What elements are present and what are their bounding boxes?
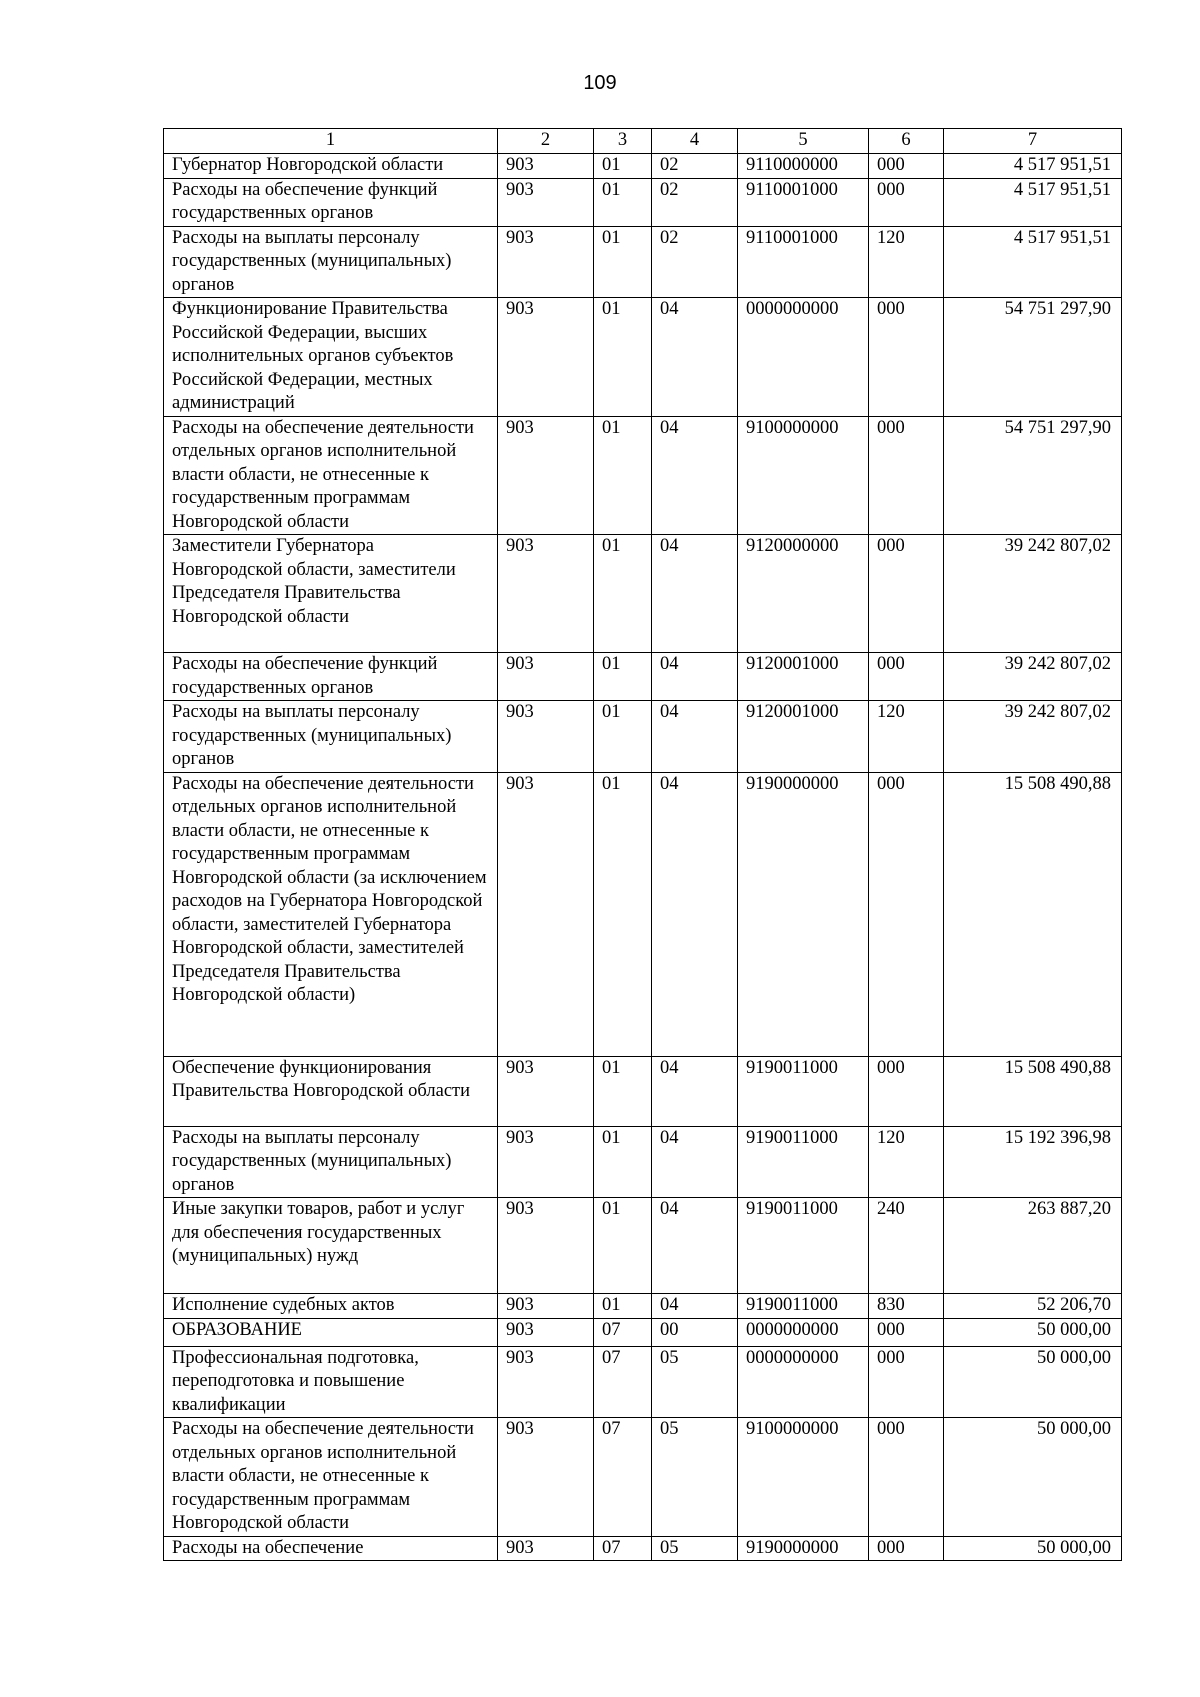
column-header: 7 xyxy=(944,129,1122,154)
table-row xyxy=(164,298,1122,417)
row-amount-cell: 15 192 396,98 xyxy=(944,1126,1122,1198)
row-code-cell: 903 xyxy=(498,535,594,653)
row-type-cell: 000 xyxy=(869,298,944,417)
row-section-cell: 01 xyxy=(594,535,652,653)
row-name-cell: Расходы на выплаты персоналу государственных (муниципальных) органов xyxy=(164,701,498,773)
table-row xyxy=(164,1318,1122,1346)
row-subsection-cell: 04 xyxy=(652,1056,738,1126)
row-subsection-cell: 04 xyxy=(652,772,738,1056)
row-amount-cell: 4 517 951,51 xyxy=(944,178,1122,226)
row-type-cell: 000 xyxy=(869,1418,944,1537)
row-target-cell: 9110001000 xyxy=(738,226,869,298)
row-subsection-cell: 04 xyxy=(652,535,738,653)
row-section-cell: 01 xyxy=(594,226,652,298)
row-name-cell: Расходы на обеспечение деятельности отдельных органов исполнительной власти области, не отнесенные к государственным программам Новгородской области (за исключением расходов на Губернатора Новгородской области, заместителей Губернатора Новгородской области, заместителей Председателя Правительства Новгородской области) xyxy=(164,772,498,1056)
table-row xyxy=(164,154,1122,179)
row-type-cell: 830 xyxy=(869,1294,944,1319)
row-name-cell: Расходы на обеспечение деятельности отдельных органов исполнительной власти области, не отнесенные к государственным программам Новгородской области xyxy=(164,416,498,535)
row-code-cell: 903 xyxy=(498,653,594,701)
row-amount-cell: 50 000,00 xyxy=(944,1536,1122,1561)
row-target-cell: 0000000000 xyxy=(738,1318,869,1346)
row-subsection-cell: 04 xyxy=(652,701,738,773)
row-target-cell: 9190000000 xyxy=(738,772,869,1056)
row-section-cell: 01 xyxy=(594,1294,652,1319)
row-target-cell: 9190011000 xyxy=(738,1294,869,1319)
row-amount-cell: 54 751 297,90 xyxy=(944,416,1122,535)
row-type-cell: 120 xyxy=(869,1126,944,1198)
row-type-cell: 240 xyxy=(869,1198,944,1294)
row-target-cell: 9100000000 xyxy=(738,1418,869,1537)
row-subsection-cell: 04 xyxy=(652,653,738,701)
row-target-cell: 0000000000 xyxy=(738,298,869,417)
row-subsection-cell: 04 xyxy=(652,416,738,535)
table-row xyxy=(164,1198,1122,1294)
row-amount-cell: 263 887,20 xyxy=(944,1198,1122,1294)
table-row xyxy=(164,653,1122,701)
row-subsection-cell: 04 xyxy=(652,1294,738,1319)
row-code-cell: 903 xyxy=(498,226,594,298)
row-code-cell: 903 xyxy=(498,154,594,179)
row-type-cell: 120 xyxy=(869,701,944,773)
table-row xyxy=(164,1126,1122,1198)
row-amount-cell: 39 242 807,02 xyxy=(944,653,1122,701)
row-target-cell: 9190000000 xyxy=(738,1536,869,1561)
table-row xyxy=(164,1294,1122,1319)
row-code-cell: 903 xyxy=(498,416,594,535)
page-number: 109 xyxy=(583,72,617,94)
table-row xyxy=(164,416,1122,535)
row-name-cell: Исполнение судебных актов xyxy=(164,1294,498,1319)
row-type-cell: 000 xyxy=(869,416,944,535)
row-type-cell: 120 xyxy=(869,226,944,298)
row-amount-cell: 52 206,70 xyxy=(944,1294,1122,1319)
row-target-cell: 9120000000 xyxy=(738,535,869,653)
table-row xyxy=(164,1346,1122,1418)
row-amount-cell: 4 517 951,51 xyxy=(944,154,1122,179)
row-subsection-cell: 05 xyxy=(652,1536,738,1561)
row-name-cell: Расходы на выплаты персоналу государственных (муниципальных) органов xyxy=(164,1126,498,1198)
table-row xyxy=(164,535,1122,653)
table-row xyxy=(164,772,1122,1056)
row-name-cell: Расходы на обеспечение xyxy=(164,1536,498,1561)
row-section-cell: 01 xyxy=(594,298,652,417)
row-section-cell: 01 xyxy=(594,653,652,701)
row-name-cell: Обеспечение функционирования Правительства Новгородской области xyxy=(164,1056,498,1126)
row-code-cell: 903 xyxy=(498,298,594,417)
row-type-cell: 000 xyxy=(869,178,944,226)
table-row xyxy=(164,1418,1122,1537)
row-code-cell: 903 xyxy=(498,1294,594,1319)
column-header: 6 xyxy=(869,129,944,154)
row-section-cell: 01 xyxy=(594,178,652,226)
row-amount-cell: 39 242 807,02 xyxy=(944,701,1122,773)
row-section-cell: 01 xyxy=(594,1056,652,1126)
row-amount-cell: 15 508 490,88 xyxy=(944,772,1122,1056)
row-name-cell: Иные закупки товаров, работ и услуг для обеспечения государственных (муниципальных) нужд xyxy=(164,1198,498,1294)
row-type-cell: 000 xyxy=(869,1318,944,1346)
row-type-cell: 000 xyxy=(869,535,944,653)
row-section-cell: 01 xyxy=(594,1126,652,1198)
row-code-cell: 903 xyxy=(498,772,594,1056)
row-target-cell: 0000000000 xyxy=(738,1346,869,1418)
row-type-cell: 000 xyxy=(869,154,944,179)
row-section-cell: 07 xyxy=(594,1536,652,1561)
row-code-cell: 903 xyxy=(498,178,594,226)
row-type-cell: 000 xyxy=(869,653,944,701)
column-header: 3 xyxy=(594,129,652,154)
row-type-cell: 000 xyxy=(869,772,944,1056)
row-amount-cell: 15 508 490,88 xyxy=(944,1056,1122,1126)
row-subsection-cell: 00 xyxy=(652,1318,738,1346)
row-target-cell: 9120001000 xyxy=(738,701,869,773)
row-name-cell: Расходы на обеспечение функций государственных органов xyxy=(164,653,498,701)
column-header: 4 xyxy=(652,129,738,154)
row-subsection-cell: 04 xyxy=(652,1126,738,1198)
row-section-cell: 01 xyxy=(594,772,652,1056)
table-row xyxy=(164,701,1122,773)
row-type-cell: 000 xyxy=(869,1346,944,1418)
row-amount-cell: 54 751 297,90 xyxy=(944,298,1122,417)
row-section-cell: 07 xyxy=(594,1346,652,1418)
row-code-cell: 903 xyxy=(498,1418,594,1537)
table-row xyxy=(164,226,1122,298)
row-target-cell: 9120001000 xyxy=(738,653,869,701)
table-header-row xyxy=(164,129,1122,154)
row-name-cell: Профессиональная подготовка, переподготовка и повышение квалификации xyxy=(164,1346,498,1418)
row-target-cell: 9110000000 xyxy=(738,154,869,179)
budget-table xyxy=(163,128,1122,1561)
column-header: 2 xyxy=(498,129,594,154)
table-body xyxy=(164,154,1122,1561)
row-amount-cell: 50 000,00 xyxy=(944,1318,1122,1346)
row-code-cell: 903 xyxy=(498,1198,594,1294)
row-name-cell: Расходы на обеспечение функций государственных органов xyxy=(164,178,498,226)
row-amount-cell: 50 000,00 xyxy=(944,1418,1122,1537)
row-subsection-cell: 02 xyxy=(652,154,738,179)
row-name-cell: Губернатор Новгородской области xyxy=(164,154,498,179)
row-name-cell: Расходы на обеспечение деятельности отдельных органов исполнительной власти области, не отнесенные к государственным программам Новгородской области xyxy=(164,1418,498,1537)
row-section-cell: 01 xyxy=(594,416,652,535)
column-header: 1 xyxy=(164,129,498,154)
row-code-cell: 903 xyxy=(498,1536,594,1561)
row-section-cell: 07 xyxy=(594,1418,652,1537)
row-subsection-cell: 04 xyxy=(652,298,738,417)
column-header: 5 xyxy=(738,129,869,154)
row-section-cell: 01 xyxy=(594,701,652,773)
row-code-cell: 903 xyxy=(498,1318,594,1346)
row-target-cell: 9190011000 xyxy=(738,1198,869,1294)
row-subsection-cell: 05 xyxy=(652,1418,738,1537)
row-section-cell: 07 xyxy=(594,1318,652,1346)
row-name-cell: Функционирование Правительства Российской Федерации, высших исполнительных органов субъектов Российской Федерации, местных администраций xyxy=(164,298,498,417)
row-code-cell: 903 xyxy=(498,1056,594,1126)
row-target-cell: 9190011000 xyxy=(738,1126,869,1198)
row-amount-cell: 4 517 951,51 xyxy=(944,226,1122,298)
row-name-cell: Расходы на выплаты персоналу государственных (муниципальных) органов xyxy=(164,226,498,298)
row-type-cell: 000 xyxy=(869,1056,944,1126)
row-code-cell: 903 xyxy=(498,701,594,773)
row-subsection-cell: 04 xyxy=(652,1198,738,1294)
row-target-cell: 9190011000 xyxy=(738,1056,869,1126)
row-code-cell: 903 xyxy=(498,1126,594,1198)
row-amount-cell: 39 242 807,02 xyxy=(944,535,1122,653)
row-subsection-cell: 05 xyxy=(652,1346,738,1418)
row-target-cell: 9110001000 xyxy=(738,178,869,226)
row-amount-cell: 50 000,00 xyxy=(944,1346,1122,1418)
row-name-cell: ОБРАЗОВАНИЕ xyxy=(164,1318,498,1346)
table-row xyxy=(164,1056,1122,1126)
row-section-cell: 01 xyxy=(594,1198,652,1294)
table-row xyxy=(164,178,1122,226)
row-section-cell: 01 xyxy=(594,154,652,179)
row-code-cell: 903 xyxy=(498,1346,594,1418)
row-target-cell: 9100000000 xyxy=(738,416,869,535)
row-subsection-cell: 02 xyxy=(652,178,738,226)
table-row xyxy=(164,1536,1122,1561)
row-name-cell: Заместители Губернатора Новгородской области, заместители Председателя Правительства Новгородской области xyxy=(164,535,498,653)
row-subsection-cell: 02 xyxy=(652,226,738,298)
row-type-cell: 000 xyxy=(869,1536,944,1561)
